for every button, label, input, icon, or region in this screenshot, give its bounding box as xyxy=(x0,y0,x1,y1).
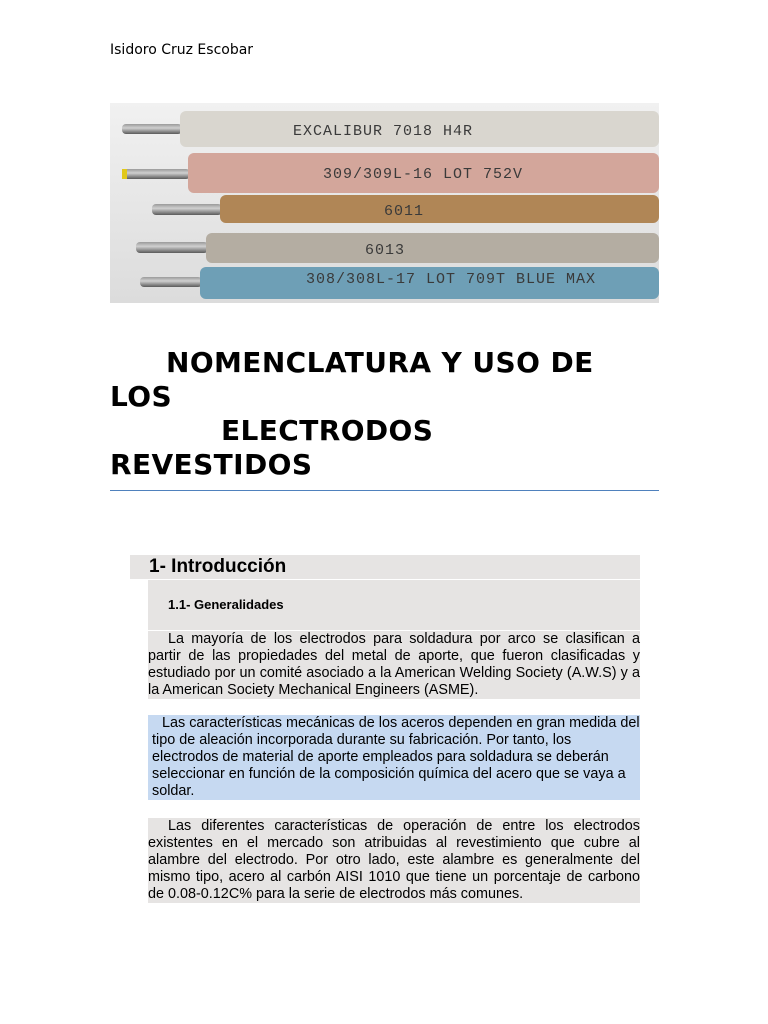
electrodes-illustration xyxy=(110,103,659,303)
paragraph-3 xyxy=(148,818,640,903)
paragraph-1-text: La mayoría de los electrodos para soldadura por arco se clasifican a partir de las propiedades del metal de aporte, que fueron clasificadas y estudiado por un comité asociado a la American Welding Society (A.W.S) y a la American Society Mechanical Engineers (ASME). xyxy=(148,631,640,698)
title-line-2: LOS xyxy=(110,380,173,413)
author-name: Isidoro Cruz Escobar xyxy=(110,42,254,58)
rod-label: 309/309L-16 LOT 752V xyxy=(323,166,524,183)
document-title xyxy=(110,346,659,482)
title-underline xyxy=(110,490,659,491)
paragraph-2 xyxy=(148,715,640,800)
paragraph-2-text: Las características mecánicas de los aceros dependen en gran medida del tipo de aleación incorporada durante su fabricación. Por tanto, los electrodos de material de aporte empleados para soldadura se deberán seleccionar en función de la composición química del acero que se vaya a soldar. xyxy=(152,715,640,799)
section-heading: 1- Introducción xyxy=(149,556,287,577)
electrodes-photo xyxy=(110,103,659,303)
title-line-3: ELECTRODOS xyxy=(221,414,434,447)
rod-label: 6013 xyxy=(365,242,406,259)
title-line-4: REVESTIDOS xyxy=(110,448,313,481)
rod-label: 308/308L-17 LOT 709T BLUE MAX xyxy=(306,271,597,288)
title-line-1: NOMENCLATURA Y USO DE xyxy=(166,346,594,379)
paragraph-3-text: Las diferentes características de operación de entre los electrodos existentes en el mercado son atribuidas al revestimiento que cubre al alambre del electrodo. Por otro lado, este alambre es generalmente del mismo tipo, acero al carbón AISI 1010 que tiene un porcentaje de carbono de 0.08-0.12C% para la serie de electrodos más comunes. xyxy=(148,818,640,902)
paragraph-1 xyxy=(148,631,640,699)
rod-label: 6011 xyxy=(384,203,425,220)
rod-label: EXCALIBUR 7018 H4R xyxy=(293,123,474,140)
subsection-heading: 1.1- Generalidades xyxy=(168,597,284,612)
